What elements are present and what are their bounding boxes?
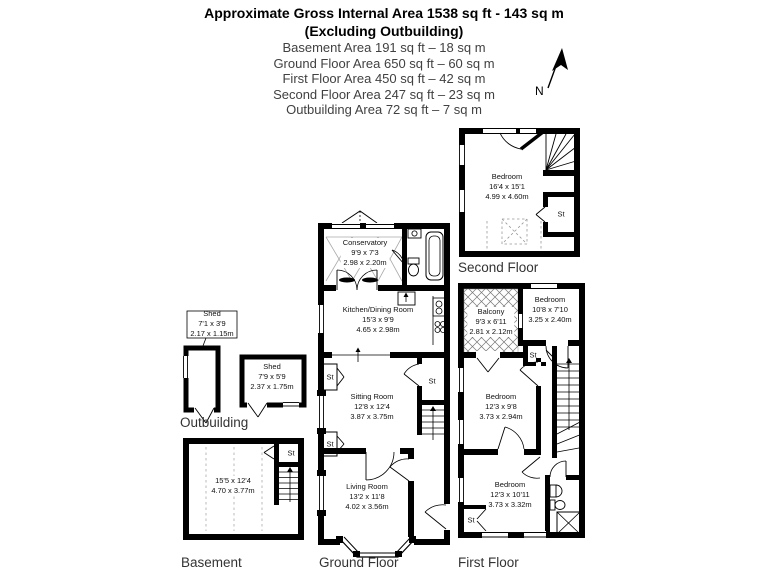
room-dim-metric: 2.98 x 2.20m	[343, 258, 387, 267]
basement-caption: Basement	[181, 555, 242, 570]
room-name: Kitchen/Dining Room	[342, 305, 414, 314]
room-dim-metric: 2.37 x 1.75m	[250, 382, 294, 391]
first-floor-bedroom-top-label	[528, 295, 571, 325]
area-line-basement: Basement Area 191 sq ft – 18 sq m	[282, 40, 486, 55]
room-name: Bedroom	[491, 172, 523, 181]
first-floor-bedroom-middle-label	[479, 392, 522, 422]
area-line-first-floor: First Floor Area 450 sq ft – 42 sq m	[282, 71, 486, 86]
page-title: Approximate Gross Internal Area 1538 sq ft - 143 sq m	[204, 5, 564, 21]
area-line-second-floor: Second Floor Area 247 sq ft – 23 sq m	[273, 86, 495, 102]
second-floor-storage-label: St	[557, 209, 565, 219]
ground-floor-caption: Ground Floor	[319, 555, 399, 570]
room-dim-metric: 3.73 x 2.94m	[479, 412, 523, 421]
room-dim-imperial: 13'2 x 11'8	[349, 492, 385, 501]
second-floor-bedroom-label	[485, 172, 528, 202]
room-dim-imperial: 12'3 x 10'11	[490, 490, 530, 499]
room-dim-metric: 4.70 x 3.77m	[211, 486, 255, 495]
room-dim-imperial: 7'1 x 3'9	[198, 319, 226, 328]
room-dim-metric: 3.73 x 3.32m	[488, 500, 532, 509]
shed-left-label	[190, 309, 233, 339]
second-floor-caption: Second Floor	[458, 260, 539, 275]
room-name: Bedroom	[494, 480, 526, 489]
conservatory-label	[341, 238, 390, 268]
ground-floor-storage-left-bottom-label: St	[326, 439, 334, 449]
room-dim-imperial: 7'9 x 5'9	[258, 372, 286, 381]
basement-storage-label: St	[287, 448, 295, 458]
living-room-label	[345, 482, 388, 512]
room-name: Shed	[263, 362, 281, 371]
room-dim-imperial: 15'5 x 12'4	[215, 476, 251, 485]
ground-floor-storage-right-label: St	[428, 376, 436, 386]
room-dim-imperial: 15'3 x 9'9	[362, 315, 394, 324]
first-floor-storage-middle-label: St	[529, 350, 537, 360]
first-floor-bedroom-bottom-label	[488, 480, 531, 510]
room-dim-imperial: 12'3 x 9'8	[485, 402, 517, 411]
first-floor-storage-bottom-label: St	[467, 515, 475, 525]
room-name: Conservatory	[342, 238, 388, 247]
sitting-room-label	[350, 392, 393, 422]
area-line-outbuilding: Outbuilding Area 72 sq ft – 7 sq m	[286, 102, 482, 117]
balcony-label	[467, 307, 514, 337]
room-dim-imperial: 9'3 x 6'11	[475, 317, 507, 326]
basement-room-label	[209, 476, 256, 496]
first-floor-caption: First Floor	[458, 555, 519, 570]
room-name: Shed	[203, 309, 221, 318]
compass-north-label: N	[535, 84, 544, 98]
ground-floor-storage-left-top-label: St	[326, 372, 334, 382]
room-dim-metric: 3.25 x 2.40m	[528, 315, 572, 324]
room-name: Balcony	[477, 307, 505, 316]
room-dim-metric: 4.02 x 3.56m	[345, 502, 389, 511]
room-dim-imperial: 10'8 x 7'10	[532, 305, 568, 314]
page-subtitle: (Excluding Outbuilding)	[304, 23, 464, 39]
outbuilding-caption: Outbuilding	[180, 415, 249, 430]
shed-right-label	[250, 362, 293, 392]
room-name: Bedroom	[534, 295, 566, 304]
room-dim-metric: 3.87 x 3.75m	[350, 412, 394, 421]
kitchen-dining-label	[343, 305, 413, 335]
room-dim-metric: 4.65 x 2.98m	[356, 325, 400, 334]
room-dim-imperial: 16'4 x 15'1	[489, 182, 525, 191]
room-dim-metric: 2.81 x 2.12m	[469, 327, 513, 336]
area-line-ground-floor: Ground Floor Area 650 sq ft – 60 sq m	[273, 55, 495, 71]
header	[0, 4, 768, 118]
room-dim-imperial: 12'8 x 12'4	[354, 402, 390, 411]
room-name: Bedroom	[485, 392, 517, 401]
room-dim-imperial: 9'9 x 7'3	[351, 248, 379, 257]
room-name: Sitting Room	[350, 392, 394, 401]
room-dim-metric: 2.17 x 1.15m	[190, 329, 234, 338]
room-name: Living Room	[346, 482, 388, 491]
room-dim-metric: 4.99 x 4.60m	[485, 192, 529, 201]
